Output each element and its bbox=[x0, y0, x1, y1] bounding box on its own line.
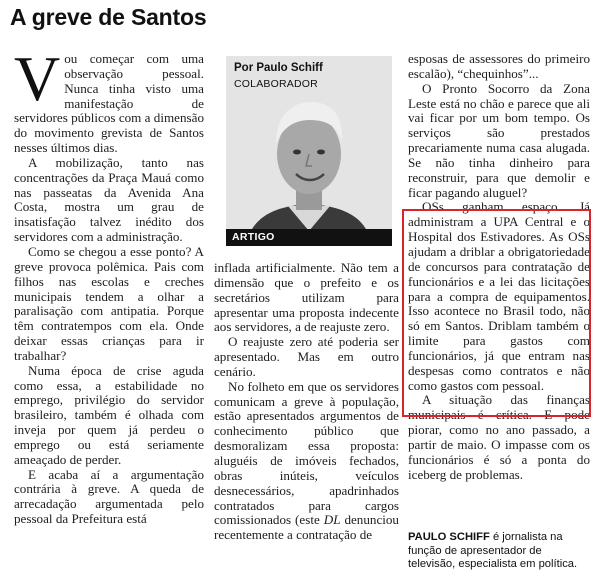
author-bio: PAULO SCHIFF é jornalista na função de apresentador de televisão, especialista em política. bbox=[408, 531, 578, 570]
paragraph: Numa época de crise aguda como essa, a estabilidade no emprego, privilégio do servidor brasileiro, também é olhada com inveja por quem já perdeu o emprego ou está seriamente ameaçado de perder. bbox=[14, 362, 204, 467]
article-column-1 bbox=[14, 43, 204, 527]
highlight-box bbox=[402, 209, 591, 417]
byline-name: Por Paulo Schiff bbox=[234, 62, 323, 74]
paragraph: A situação das finanças municipais é crítica. E pode piorar, como no ano passado, a partir de maio. O impasse com os funcionários é só a ponta do iceberg de problemas. bbox=[408, 392, 590, 482]
byline-role: COLABORADOR bbox=[234, 78, 318, 90]
paragraph: O Pronto Socorro da Zona Leste está no chão e parece que ali vai ficar por um bom tempo. Os serviços são prestados precariamente numa casa alugada. Se não tinha dinheiro para reconstruir, para que demolir e ficar pagando aluguel? bbox=[408, 80, 590, 200]
drop-cap: V bbox=[14, 43, 61, 114]
paragraph: No folheto em que os servidores comunicam a greve à população, estão apresentados argumentos de conhecimento público que desmoralizam essa proposta: aluguéis de imóveis fechados, obras inúteis, veículos desnecessários, apadrinhados contratados para cargos comissionados (este DL denunciou recentemente a contratação de bbox=[214, 378, 399, 543]
paragraph: Vou começar com uma observação pessoal. Nunca tinha visto uma manifestação de servidores públicos com a dimensão do movimento grevista de Santos nesses últimos dias. bbox=[14, 43, 204, 156]
paragraph: Como se chegou a esse ponto? A greve provoca polêmica. Pais com filhos nas escolas e creches municipais tendem a olhar a paralisação com antipatia. Porque têm contratempos com ela. Onde deixar essas crianças para ir trabalhar? bbox=[14, 243, 204, 363]
article-column-2 bbox=[214, 261, 399, 543]
section-tag: ARTIGO bbox=[226, 229, 392, 246]
headline: A greve de Santos bbox=[10, 4, 207, 30]
paragraph: inflada artificialmente. Não tem a dimensão que o prefeito e os secretários utilizam para apresentar uma proposta indecente aos servidores, a de reajuste zero. bbox=[214, 260, 399, 335]
paragraph: A mobilização, tanto nas concentrações da Praça Mauá como nas passeatas da Avenida Ana Costa, mostra um grau de insatisfação talvez inédito dos servidores com a administração. bbox=[14, 154, 204, 245]
paragraph: esposas de assessores do primeiro escalão), “chequinhos”... bbox=[408, 51, 590, 81]
author-photo-box bbox=[226, 56, 392, 246]
paragraph: E acaba aí a argumentação contrária à greve. A queda de arrecadação argumentada pelo pessoal da Prefeitura está bbox=[14, 466, 204, 527]
highlighted-paragraph: OSs ganham espaço. Já administram a UPA Central e o Hospital dos Estivadores. As OSs ajudam a driblar a obrigatoriedade de concursos para contratação de funcionários e a lei das licitações para a compra de equipamentos. Isso acontece no Brasil todo, não só em Santos. Driblam também o limite para gastos com funcionários, já que entram nas despesas como contratos e não como gastos com pessoal. bbox=[408, 199, 590, 393]
paragraph: O reajuste zero até poderia ser apresentado. Mas em outro cenário. bbox=[214, 334, 399, 379]
